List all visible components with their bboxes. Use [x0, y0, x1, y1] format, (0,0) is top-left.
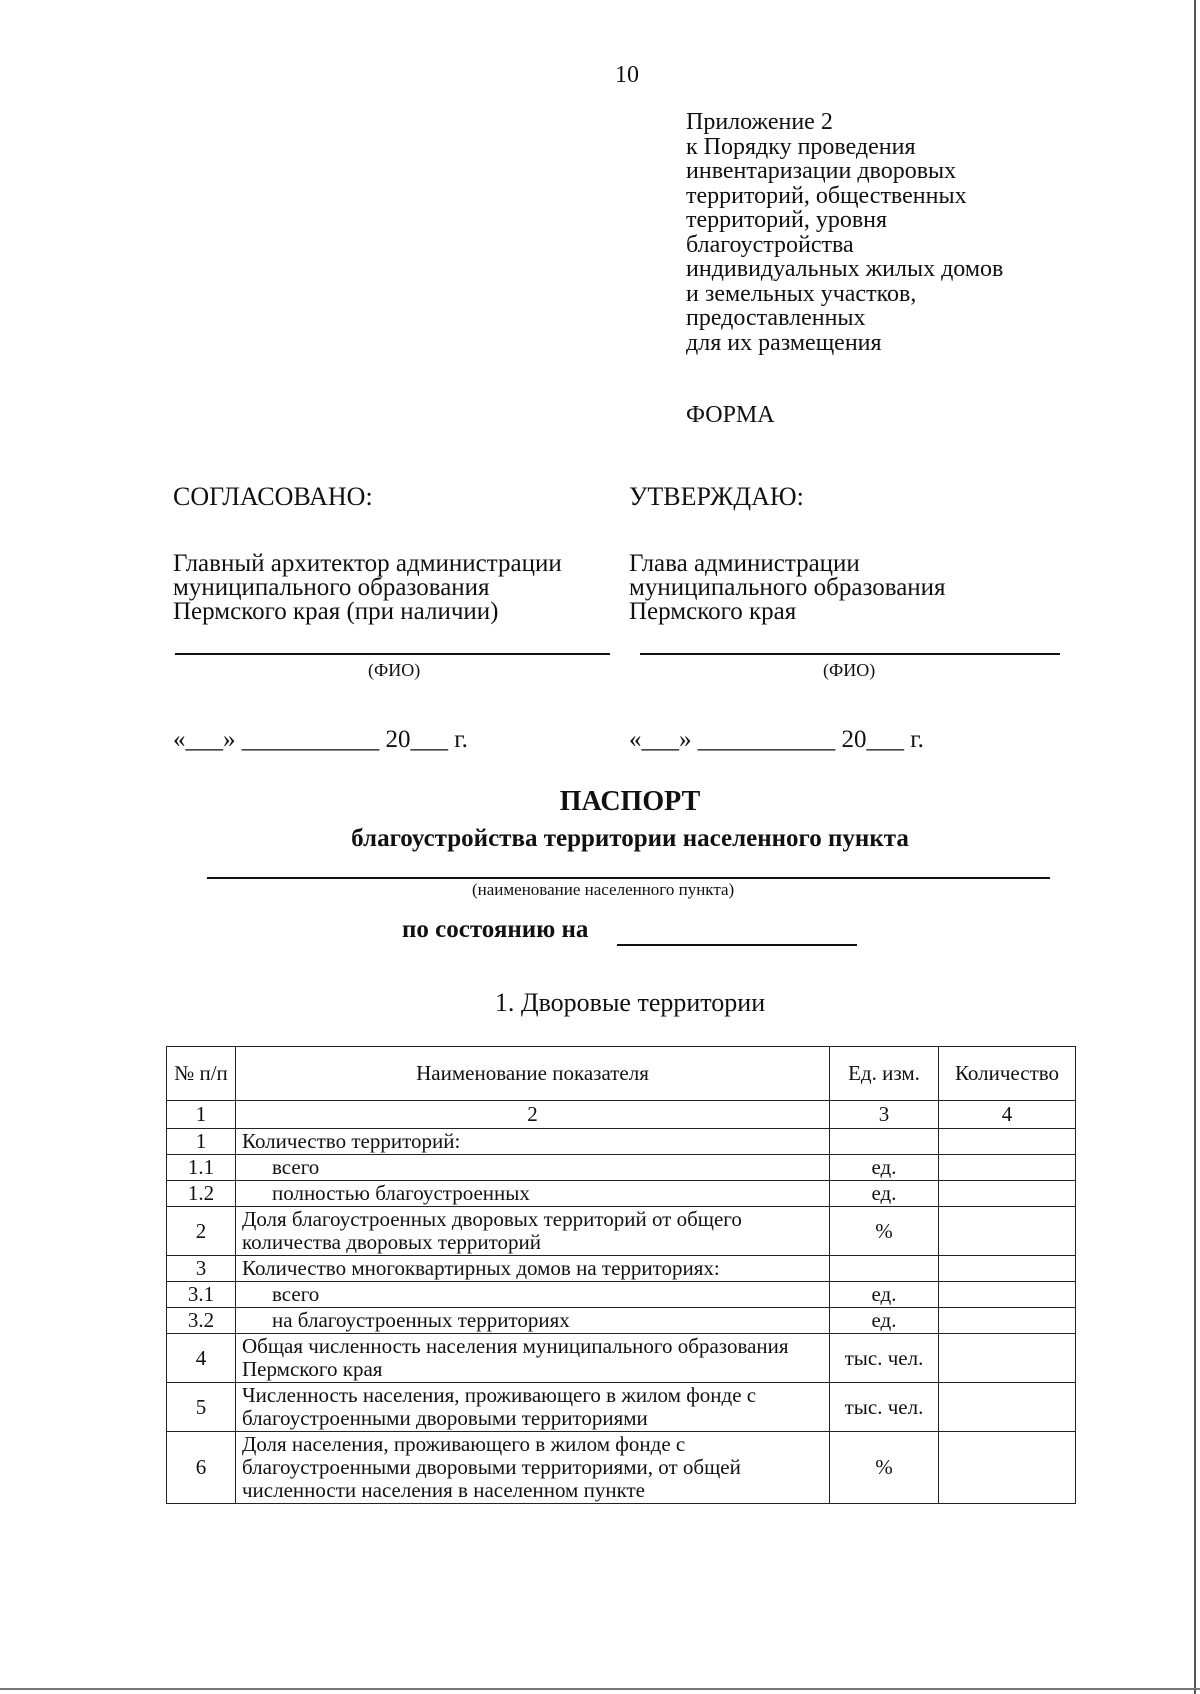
row-number: 2 [167, 1207, 236, 1256]
row-number: 1 [167, 1129, 236, 1155]
approval-approved-block [629, 482, 946, 624]
row-number: 3.1 [167, 1282, 236, 1308]
table-row [167, 1282, 1076, 1308]
row-indicator: всего [236, 1155, 830, 1181]
column-number: 1 [167, 1101, 236, 1129]
agreed-date-field[interactable]: «___» ___________ 20___ г. [173, 726, 468, 753]
section-title: 1. Дворовые территории [494, 988, 766, 1017]
header-unit: Ед. изм. [830, 1047, 939, 1101]
appendix-line: благоустройства [686, 231, 854, 258]
row-unit [830, 1129, 939, 1155]
appendix-line: Приложение 2 [686, 109, 833, 135]
row-unit: тыс. чел. [830, 1383, 939, 1432]
appendix-line: территорий, уровня [686, 207, 888, 233]
passport-title: ПАСПОРТ [559, 786, 701, 817]
row-quantity-cell[interactable] [939, 1181, 1076, 1207]
row-indicator: на благоустроенных территориях [236, 1308, 830, 1334]
row-unit: % [830, 1207, 939, 1256]
row-unit: ед. [830, 1308, 939, 1334]
row-quantity-cell[interactable] [939, 1334, 1076, 1383]
table-row [167, 1308, 1076, 1334]
row-quantity-cell[interactable] [939, 1282, 1076, 1308]
approved-date-field[interactable]: «___» ___________ 20___ г. [629, 726, 924, 753]
table-row [167, 1256, 1076, 1282]
row-unit: ед. [830, 1181, 939, 1207]
row-unit [830, 1256, 939, 1282]
row-unit: ед. [830, 1155, 939, 1181]
table-row [167, 1129, 1076, 1155]
approved-fio-caption: (ФИО) [823, 660, 876, 680]
agreed-fio-caption: (ФИО) [368, 660, 421, 680]
row-unit: ед. [830, 1282, 939, 1308]
row-indicator: Количество территорий: [236, 1129, 830, 1155]
row-number: 4 [167, 1334, 236, 1383]
settlement-name-caption: (наименование населенного пункта) [472, 880, 735, 899]
agreed-role [173, 552, 562, 624]
row-number: 3 [167, 1256, 236, 1282]
table-row [167, 1155, 1076, 1181]
role-line: Пермского края [629, 598, 797, 625]
role-line: Глава администрации [629, 550, 860, 577]
role-line: Главный архитектор администрации [173, 550, 562, 577]
row-number: 3.2 [167, 1308, 236, 1334]
row-indicator: Количество многоквартирных домов на территориях: [236, 1256, 830, 1282]
appendix-line: территорий, общественных [686, 182, 967, 209]
table-row [167, 1432, 1076, 1504]
row-number: 1.2 [167, 1181, 236, 1207]
row-indicator: Доля благоустроенных дворовых территорий от общего количества дворовых территорий [236, 1207, 830, 1256]
settlement-name-line[interactable] [207, 877, 1050, 879]
yard-territories-table [166, 1046, 1076, 1504]
row-quantity-cell[interactable] [939, 1129, 1076, 1155]
row-quantity-cell[interactable] [939, 1207, 1076, 1256]
column-number: 2 [236, 1101, 830, 1129]
header-quantity: Количество [939, 1047, 1076, 1101]
role-line: муниципального образования [629, 574, 946, 601]
row-unit: тыс. чел. [830, 1334, 939, 1383]
table-header-row [167, 1047, 1076, 1101]
row-quantity-cell[interactable] [939, 1383, 1076, 1432]
role-line: муниципального образования [173, 574, 490, 601]
agreed-heading: СОГЛАСОВАНО: [173, 482, 373, 511]
row-indicator: полностью благоустроенных [236, 1181, 830, 1207]
row-quantity-cell[interactable] [939, 1155, 1076, 1181]
row-indicator: Доля населения, проживающего в жилом фонде с благоустроенными дворовыми территориями, от общей численности населения в населенном пункте [236, 1432, 830, 1504]
appendix-line: инвентаризации дворовых [686, 158, 957, 184]
row-unit: % [830, 1432, 939, 1504]
row-indicator: Численность населения, проживающего в жилом фонде с благоустроенными дворовыми территориями [236, 1383, 830, 1432]
agreed-signature-line[interactable] [175, 653, 610, 655]
appendix-line: предоставленных [686, 305, 866, 331]
approved-role [629, 552, 946, 624]
as-of-date-line[interactable] [617, 944, 857, 946]
form-label: ФОРМА [686, 402, 775, 428]
header-indicator: Наименование показателя [236, 1047, 830, 1101]
passport-subtitle: благоустройства территории населенного пункта [351, 825, 909, 852]
row-quantity-cell[interactable] [939, 1256, 1076, 1282]
table-row [167, 1334, 1076, 1383]
row-indicator: всего [236, 1282, 830, 1308]
page-number: 10 [615, 62, 639, 88]
appendix-line: к Порядку проведения [686, 133, 916, 160]
row-indicator: Общая численность населения муниципального образования Пермского края [236, 1334, 830, 1383]
column-number: 3 [830, 1101, 939, 1129]
table-row [167, 1383, 1076, 1432]
row-number: 1.1 [167, 1155, 236, 1181]
column-number: 4 [939, 1101, 1076, 1129]
approval-agreed-block [173, 482, 562, 624]
row-quantity-cell[interactable] [939, 1308, 1076, 1334]
approved-signature-line[interactable] [640, 653, 1060, 655]
appendix-reference [686, 110, 1003, 355]
table-row [167, 1207, 1076, 1256]
column-number-row [167, 1101, 1076, 1129]
header-number: № п/п [167, 1047, 236, 1101]
appendix-line: для их размещения [686, 329, 882, 356]
as-of-label: по состоянию на [402, 916, 589, 943]
appendix-line: и земельных участков, [686, 280, 917, 307]
page-border [0, 1688, 1200, 1690]
role-line: Пермского края (при наличии) [173, 598, 499, 625]
row-number: 6 [167, 1432, 236, 1504]
appendix-line: индивидуальных жилых домов [686, 256, 1004, 282]
approved-heading: УТВЕРЖДАЮ: [629, 482, 804, 511]
table-row [167, 1181, 1076, 1207]
row-number: 5 [167, 1383, 236, 1432]
row-quantity-cell[interactable] [939, 1432, 1076, 1504]
